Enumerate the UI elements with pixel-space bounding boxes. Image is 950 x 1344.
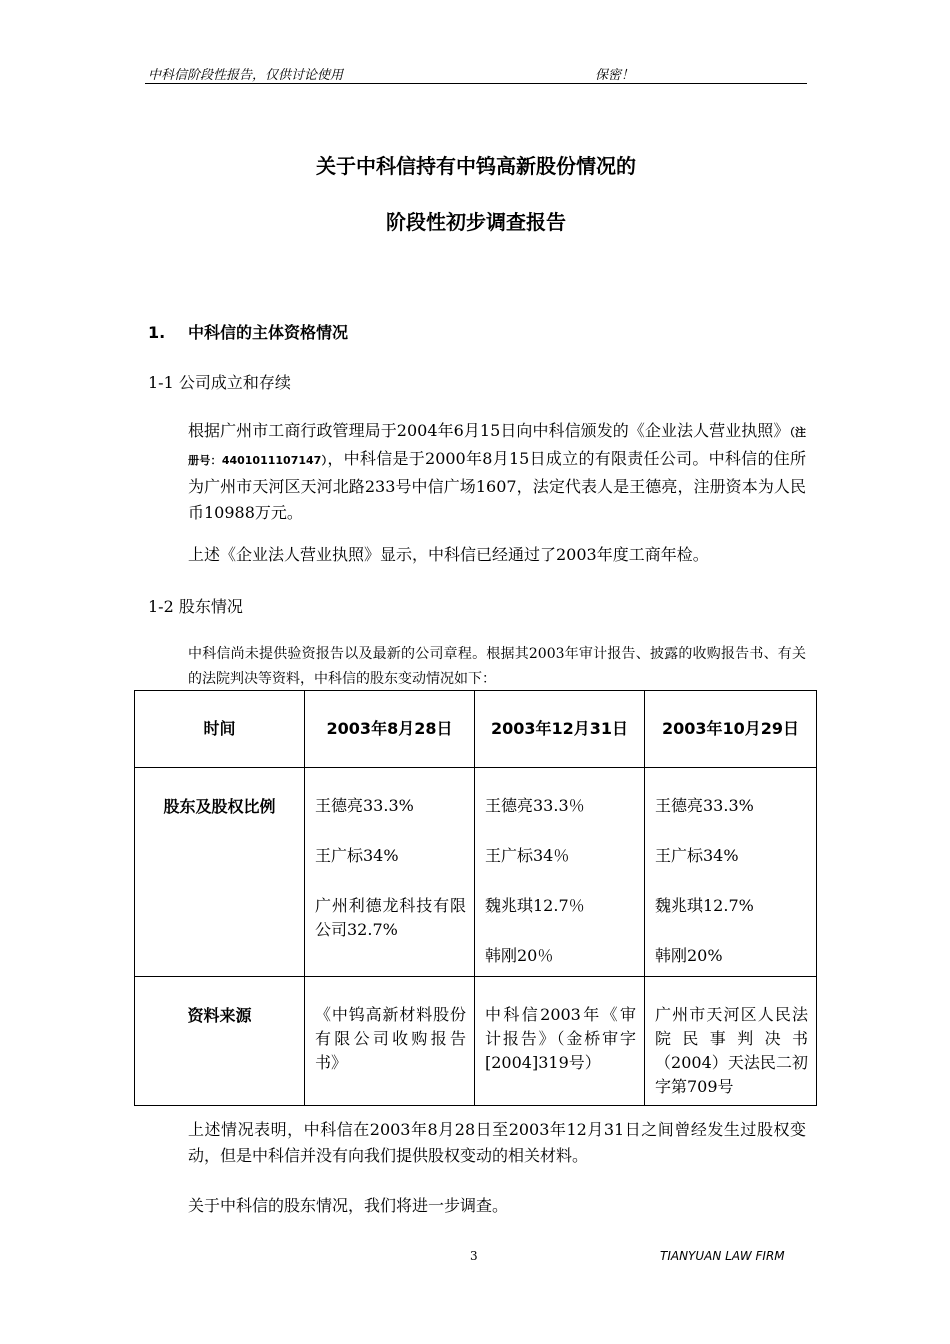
list-item: 王德亮33.3%: [315, 796, 414, 815]
subsection-1-1: 1-1 公司成立和存续: [148, 373, 291, 392]
paragraph-license: [188, 418, 806, 526]
paragraph-further-investigation: 关于中科信的股东情况，我们将进一步调查。: [188, 1196, 509, 1215]
source-text-2: 中科信2003年《审计报告》（金桥审字[2004]319号）: [485, 1005, 636, 1072]
row-label-sources: 资料来源: [135, 977, 305, 1106]
header-rule: [145, 83, 807, 84]
registration-number: （注册号：4401011107147）: [188, 426, 806, 467]
header-date-2: 2003年12月31日: [475, 691, 645, 768]
source-text-3: 广州市天河区人民法院民事判决书（2004）天法民二初字第709号: [655, 1005, 808, 1096]
list-item: 王德亮33.3%: [655, 796, 754, 815]
header-left-text: 中科信阶段性报告，仅供讨论使用: [148, 68, 344, 83]
shareholder-table: [134, 690, 817, 1106]
page-number: 3: [470, 1249, 478, 1263]
doc-title-line2: 阶段性初步调查报告: [386, 210, 566, 234]
row-label-shareholders: 股东及股权比例: [135, 768, 305, 977]
header-date-3: 2003年10月29日: [645, 691, 817, 768]
cell-shareholders-1: [305, 768, 475, 977]
section-title: 中科信的主体资格情况: [188, 323, 349, 342]
cell-source-1: [305, 977, 475, 1106]
list-item: 王广标34%: [655, 846, 739, 865]
subsection-1-2: 1-2 股东情况: [148, 597, 243, 616]
table-header-row: [135, 691, 817, 768]
header-confidential: 保密！: [595, 68, 635, 83]
source-text-1: 《中钨高新材料股份有限公司收购报告书》: [315, 1005, 466, 1072]
paragraph-license-part2: ，中科信是于2000年8月15日成立的有限责任公司。中科信的住所为广州市天河区天河北路233号中信广场1607，法定代表人是王德亮，注册资本为人民币10988万元。: [188, 449, 807, 522]
list-item: 王广标34%: [315, 846, 399, 865]
section-number: 1.: [148, 323, 166, 342]
list-item: 魏兆琪12.7%: [655, 896, 754, 915]
footer-firm-name: TIANYUAN LAW FIRM: [660, 1249, 785, 1263]
paragraph-license-part1: 根据广州市工商行政管理局于2004年6月15日向中科信颁发的《企业法人营业执照》: [188, 421, 790, 440]
cell-shareholders-3: [645, 768, 817, 977]
cell-shareholders-2: [475, 768, 645, 977]
table-row-sources: [135, 977, 817, 1106]
table-row-shareholders: [135, 768, 817, 977]
header-time: 时间: [135, 691, 305, 768]
list-item: 广州利德龙科技有限公司32.7%: [315, 896, 466, 939]
list-item: 韩刚20%: [655, 946, 723, 965]
header-date-1: 2003年8月28日: [305, 691, 475, 768]
paragraph-annual-check: 上述《企业法人营业执照》显示，中科信已经通过了2003年度工商年检。: [188, 545, 709, 564]
paragraph-conclusion: 上述情况表明，中科信在2003年8月28日至2003年12月31日之间曾经发生过股权变动，但是中科信并没有向我们提供股权变动的相关材料。: [188, 1120, 806, 1165]
section-heading: [148, 320, 348, 343]
list-item: 王广标34％: [485, 846, 570, 865]
paragraph-shareholder-intro: 中科信尚未提供验资报告以及最新的公司章程。根据其2003年审计报告、披露的收购报告书、有关的法院判决等资料，中科信的股东变动情况如下：: [188, 646, 806, 687]
doc-title-line1: 关于中科信持有中钨高新股份情况的: [316, 154, 636, 178]
list-item: 魏兆琪12.7％: [485, 896, 585, 915]
list-item: 王德亮33.3％: [485, 796, 585, 815]
cell-source-3: [645, 977, 817, 1106]
cell-source-2: [475, 977, 645, 1106]
list-item: 韩刚20％: [485, 946, 554, 965]
